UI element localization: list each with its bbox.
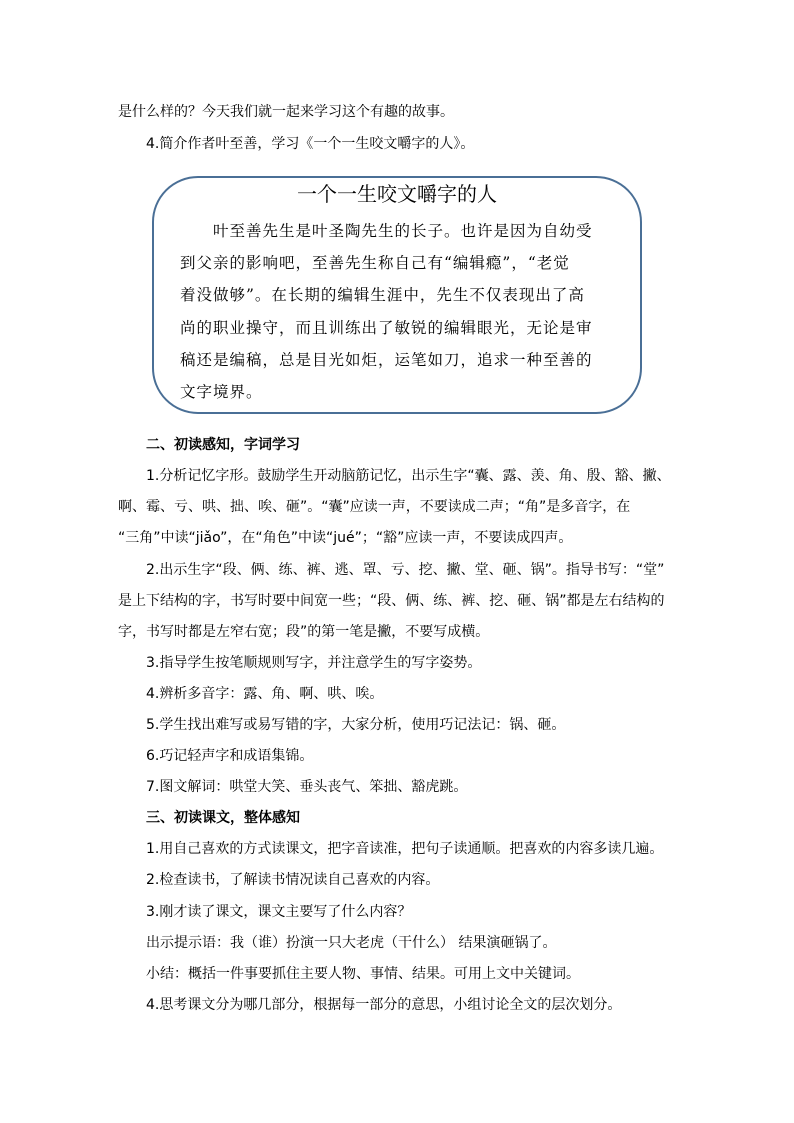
section-2-line: 是上下结构的字，书写时要中间宽一些；“段、俩、练、裤、挖、砸、锅”都是左右结构的 [118, 593, 665, 609]
section-3-line: 小结：概括一件事要抓住主要人物、事情、结果。可用上文中关键词。 [146, 966, 580, 982]
section-3-line: 出示提示语：我（谁）扮演一只大老虎（干什么） 结果演砸锅了。 [146, 935, 557, 951]
intro-line-1: 是什么样的？今天我们就一起来学习这个有趣的故事。 [118, 104, 454, 120]
intro-line-2: 4.简介作者叶至善，学习《一个一生咬文嚼字的人》。 [146, 136, 475, 152]
section-2-line: 4.辨析多音字：露、角、啊、哄、唉。 [146, 686, 384, 702]
author-intro-box [152, 176, 642, 414]
section-2-line: 3.指导学生按笔顺规则写字，并注意学生的写字姿势。 [146, 655, 482, 671]
section-2-line: “三角”中读“jiǎo”，在“角色”中读“jué”；“豁”应读一声，不要读成四声。 [118, 530, 573, 546]
section-3-heading: 三、初读课文，整体感知 [146, 810, 300, 826]
section-2-line: 7.图文解词：哄堂大笑、垂头丧气、笨拙、豁虎跳。 [146, 779, 468, 795]
section-3-line: 3.刚才读了课文，课文主要写了什么内容？ [146, 904, 412, 920]
section-2-heading: 二、初读感知，字词学习 [146, 437, 300, 453]
section-2-line: 啊、霉、亏、哄、拙、唉、砸”。“囊”应读一声，不要读成二声；“角”是多音字，在 [118, 499, 631, 515]
box-line: 文字境界。 [180, 383, 263, 401]
box-line: 着没做够”。在长期的编辑生涯中，先生不仅表现出了高 [180, 286, 585, 304]
section-3-line: 2.检查读书，了解读书情况读自己喜欢的内容。 [146, 872, 440, 888]
section-2-line: 字，书写时都是左窄右宽；段”的第一笔是撇，不要写成横。 [118, 624, 490, 640]
box-line: 尚的职业操守，而且训练出了敏锐的编辑眼光，无论是审 [180, 319, 593, 337]
box-line: 叶至善先生是叶圣陶先生的长子。也许是因为自幼受 [180, 222, 593, 240]
section-2-line: 2.出示生字“段、俩、练、裤、逃、罩、亏、挖、撇、堂、砸、锅”。指导书写：“堂” [146, 562, 665, 578]
section-2-line: 6.巧记轻声字和成语集锦。 [146, 748, 314, 764]
section-2-line: 1.分析记忆字形。鼓励学生开动脑筋记忆，出示生字“囊、露、羡、角、殷、豁、撇、 [146, 468, 671, 484]
box-line: 到父亲的影响吧，至善先生称自己有“编辑瘾”，“老觉 [180, 254, 570, 272]
section-3-line: 1.用自己喜欢的方式读课文，把字音读准，把句子读通顺。把喜欢的内容多读几遍。 [146, 841, 664, 857]
section-2-line: 5.学生找出难写或易写错的字，大家分析，使用巧记法记：锅、砸。 [146, 717, 566, 733]
section-3-line: 4.思考课文分为哪几部分，根据每一部分的意思，小组讨论全文的层次划分。 [146, 997, 622, 1013]
box-line: 稿还是编稿，总是目光如炬，运笔如刀，追求一种至善的 [180, 351, 593, 369]
box-title: 一个一生咬文嚼字的人 [297, 182, 497, 206]
